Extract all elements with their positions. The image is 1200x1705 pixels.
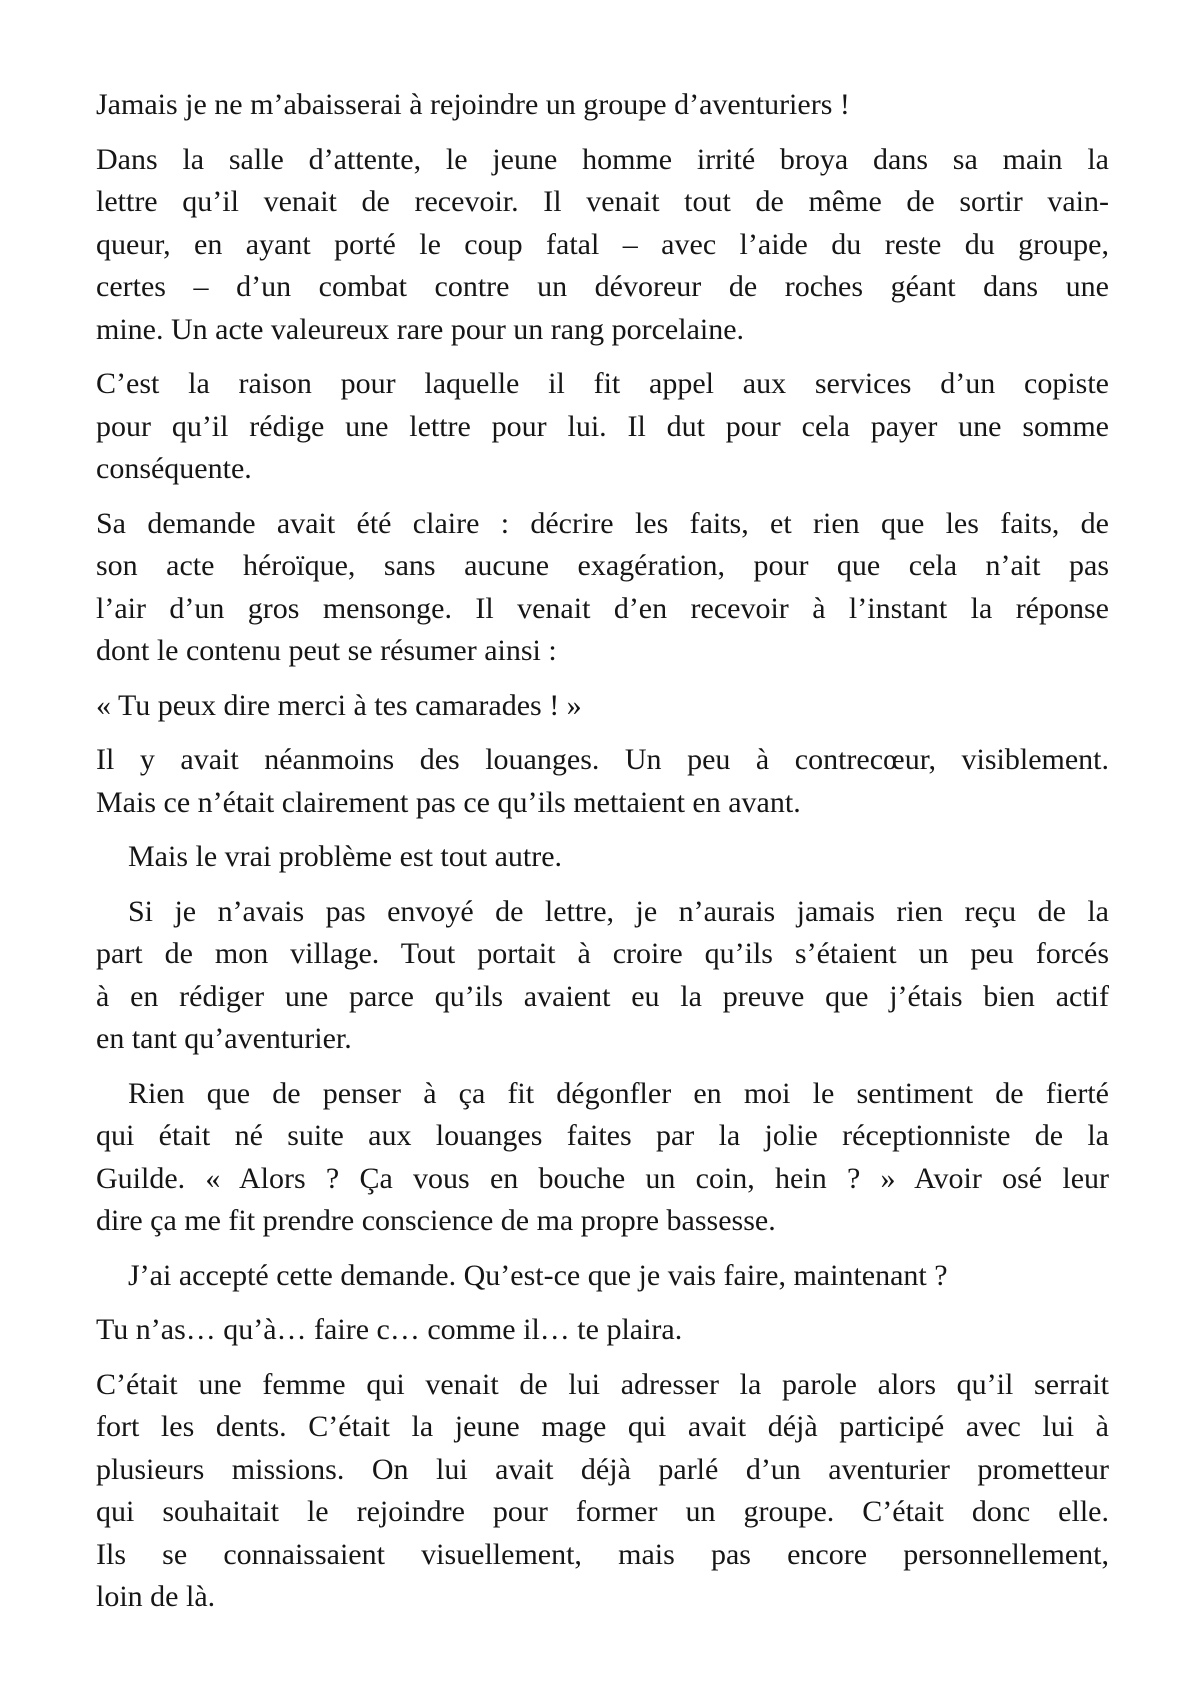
text-line: Mais le vrai problème est tout autre.	[128, 840, 563, 873]
text-line: l’air d’un gros mensonge. Il venait d’en recevoir à l’instant la réponse	[96, 591, 1109, 625]
text-line: lettre qu’il venait de recevoir. Il venait tout de même de sortir vain-	[96, 185, 1109, 218]
text-line: Mais ce n’était clairement pas ce qu’ils mettaient en avant.	[96, 785, 801, 819]
text-line: Il y avait néanmoins des louanges. Un peu à contrecœur, visiblement.	[96, 743, 1109, 776]
paragraph	[96, 84, 1109, 127]
text-line: conséquente.	[96, 452, 252, 485]
text-line: J’ai accepté cette demande. Qu’est-ce que je vais faire, maintenant ?	[128, 1258, 948, 1292]
text-line: part de mon village. Tout portait à croire qu’ils s’étaient un peu forcés	[96, 937, 1109, 970]
text-line: C’était une femme qui venait de lui adresser la parole alors qu’il serrait	[96, 1367, 1109, 1401]
paragraph	[96, 1309, 1109, 1352]
text-line: « Tu peux dire merci à tes camarades ! »	[96, 688, 582, 722]
text-line: queur, en ayant porté le coup fatal – avec l’aide du reste du groupe,	[96, 227, 1109, 261]
text-line: Rien que de penser à ça fit dégonfler en moi le sentiment de fierté	[128, 1076, 1109, 1110]
text-line: Jamais je ne m’abaisserai à rejoindre un groupe d’aventuriers !	[96, 88, 850, 121]
paragraph	[96, 1364, 1109, 1619]
paragraph	[96, 739, 1109, 824]
paragraph	[96, 363, 1109, 491]
text-line: qui était né suite aux louanges faites par la jolie réceptionniste de la	[96, 1119, 1109, 1152]
paragraph	[96, 836, 1109, 879]
paragraph	[96, 685, 1109, 728]
paragraph	[96, 1255, 1109, 1298]
text-line: loin de là.	[96, 1580, 216, 1613]
text-line: fort les dents. C’était la jeune mage qui avait déjà participé avec lui à	[96, 1410, 1109, 1443]
text-line: Guilde. « Alors ? Ça vous en bouche un coin, hein ? » Avoir osé leur	[96, 1161, 1109, 1195]
text-line: en tant qu’aventurier.	[96, 1022, 352, 1055]
text-line: plusieurs missions. On lui avait déjà parlé d’un aventurier prometteur	[96, 1452, 1109, 1486]
text-line: Sa demande avait été claire : décrire les faits, et rien que les faits, de	[96, 506, 1109, 540]
paragraph	[96, 891, 1109, 1061]
text-line: Ils se connaissaient visuellement, mais pas encore personnellement,	[96, 1537, 1109, 1571]
text-line: à en rédiger une parce qu’ils avaient eu la preuve que j’étais bien actif	[96, 979, 1109, 1013]
paragraph	[96, 503, 1109, 673]
text-line: Si je n’avais pas envoyé de lettre, je n’aurais jamais rien reçu de la	[128, 894, 1109, 928]
text-line: son acte héroïque, sans aucune exagération, pour que cela n’ait pas	[96, 549, 1109, 582]
paragraph	[96, 139, 1109, 352]
text-line: pour qu’il rédige une lettre pour lui. Il dut pour cela payer une somme	[96, 409, 1109, 443]
text-line: qui souhaitait le rejoindre pour former un groupe. C’était donc elle.	[96, 1495, 1109, 1528]
text-line: Dans la salle d’attente, le jeune homme irrité broya dans sa main la	[96, 142, 1109, 176]
text-line: certes – d’un combat contre un dévoreur de roches géant dans une	[96, 270, 1109, 303]
text-line: C’est la raison pour laquelle il fit appel aux services d’un copiste	[96, 367, 1109, 400]
text-line: mine. Un acte valeureux rare pour un rang porcelaine.	[96, 312, 745, 346]
text-block	[96, 84, 1109, 1631]
text-line: dont le contenu peut se résumer ainsi :	[96, 634, 557, 667]
text-line: Tu n’as… qu’à… faire c… comme il… te plaira.	[96, 1313, 683, 1346]
paragraph	[96, 1073, 1109, 1243]
text-line: dire ça me fit prendre conscience de ma propre bassesse.	[96, 1204, 776, 1237]
